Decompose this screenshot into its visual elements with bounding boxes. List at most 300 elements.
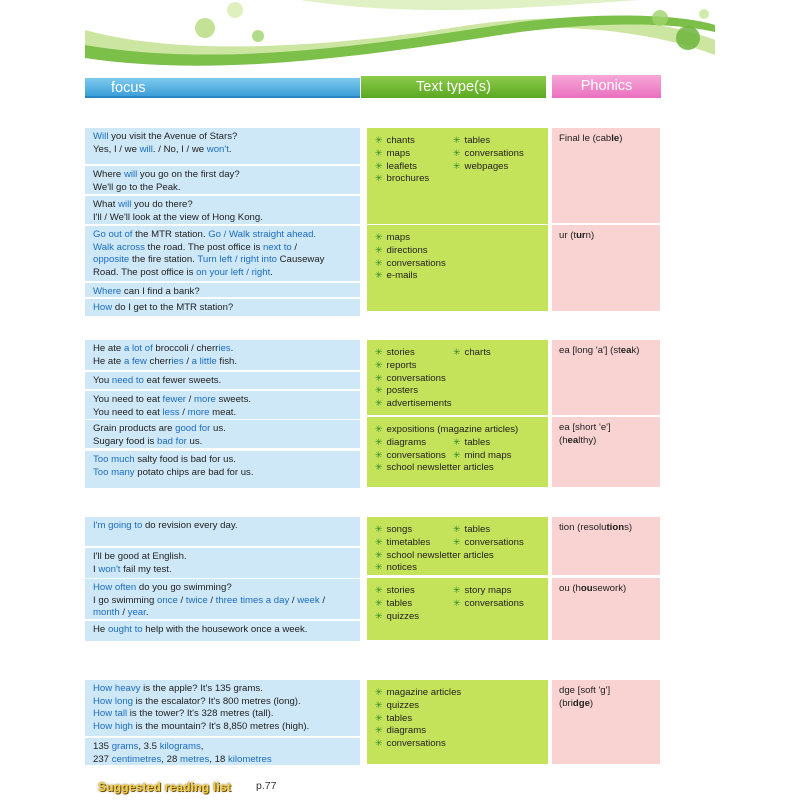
- focus-line: [93, 242, 352, 255]
- focus-line: [93, 144, 352, 157]
- text-type-item: [375, 423, 518, 437]
- key-phrase: Walk across: [93, 241, 145, 253]
- key-phrase: Too much: [93, 454, 135, 465]
- text-run: Sugary food is: [93, 435, 157, 447]
- focus-line: [93, 286, 352, 299]
- key-phrase: Too many: [93, 466, 135, 478]
- text-run: You need to eat: [93, 394, 163, 405]
- text-type-item: [375, 384, 418, 398]
- focus-line: [93, 607, 352, 620]
- text-type-item: [453, 436, 490, 450]
- text-run: us.: [186, 435, 203, 447]
- text-type-item: [375, 461, 494, 475]
- text-type-label: school newsletter articles: [386, 549, 494, 561]
- phonics-letters: ea: [620, 345, 632, 356]
- text-type-label: mind maps: [464, 449, 512, 461]
- text-run: lthy): [578, 434, 597, 446]
- bullet-star-icon: ✳: [375, 244, 383, 255]
- key-phrase: ies: [218, 343, 231, 354]
- bullet-star-icon: ✳: [375, 597, 383, 608]
- text-run: n): [585, 230, 595, 241]
- text-type-item: [375, 346, 415, 360]
- text-run: He: [93, 624, 108, 635]
- bullet-star-icon: ✳: [375, 347, 383, 357]
- text-run: /: [179, 406, 188, 418]
- text-run: /: [177, 594, 186, 606]
- text-run: can I find a bank?: [121, 286, 200, 297]
- focus-line: [93, 708, 352, 721]
- text-run: ea [short 'e']: [559, 422, 611, 433]
- text-run: k): [631, 345, 640, 356]
- focus-line: [93, 741, 352, 754]
- bullet-star-icon: ✳: [375, 424, 383, 434]
- text-type-item: [453, 584, 511, 598]
- text-run: dge [soft 'g']: [559, 685, 611, 696]
- text-type-item: [375, 686, 461, 700]
- bubble-icon: [195, 18, 215, 38]
- text-type-label: conversations: [464, 147, 524, 159]
- text-run: , 3.5: [138, 741, 160, 752]
- text-type-item: [375, 584, 415, 598]
- header-phonics: Phonics: [552, 75, 661, 98]
- text-type-label: magazine articles: [386, 687, 462, 698]
- text-type-item: [453, 449, 511, 463]
- text-type-item: [375, 737, 446, 751]
- text-run: fail my test.: [120, 563, 172, 575]
- bullet-star-icon: ✳: [375, 725, 383, 736]
- key-phrase: less: [162, 406, 180, 418]
- focus-line: [93, 551, 352, 564]
- text-run: I: [93, 563, 99, 575]
- text-run: ur (t: [559, 230, 577, 241]
- bubble-icon: [252, 30, 264, 42]
- key-phrase: Turn left / right into: [197, 254, 278, 265]
- key-phrase: How heavy: [93, 683, 141, 694]
- text-run: (bri: [559, 697, 573, 709]
- text-type-label: school newsletter articles: [386, 462, 494, 474]
- text-type-item: [453, 346, 491, 360]
- focus-line: [93, 169, 352, 182]
- text-run: /: [319, 594, 325, 606]
- text-run: is the apple? It's 135 grams.: [140, 683, 263, 694]
- focus-line: [93, 302, 352, 315]
- key-phrase: three times a day: [215, 594, 290, 606]
- text-run: I'll be good at English.: [93, 551, 187, 562]
- focus-block: [85, 680, 360, 736]
- page-reference: p.77: [256, 780, 277, 792]
- key-phrase: How tall: [93, 708, 128, 719]
- text-type-block: [367, 128, 548, 224]
- key-phrase: good for: [175, 423, 211, 434]
- text-run: Grain products are: [93, 423, 176, 434]
- text-type-label: conversations: [386, 738, 446, 750]
- text-run: .: [145, 607, 149, 618]
- focus-line: [93, 595, 352, 608]
- bullet-star-icon: ✳: [375, 449, 383, 460]
- key-phrase: bad for: [157, 435, 187, 447]
- text-run: you visit the Avenue of Stars?: [108, 131, 238, 142]
- bubble-icon: [227, 2, 243, 18]
- focus-line: [93, 199, 352, 212]
- bullet-star-icon: ✳: [453, 135, 461, 145]
- text-run: 237: [93, 753, 112, 765]
- key-phrase: won't: [206, 143, 229, 155]
- key-phrase: opposite: [93, 254, 130, 265]
- text-type-label: notices: [386, 562, 417, 574]
- text-run: You: [93, 375, 112, 386]
- text-run: /: [291, 241, 298, 253]
- text-type-block: [367, 225, 548, 311]
- text-run: is the escalator? It's 800 metres (long).: [133, 695, 301, 707]
- bullet-star-icon: ✳: [375, 524, 383, 534]
- focus-line: [93, 436, 352, 449]
- key-phrase: Go / Walk straight ahead.: [208, 229, 317, 240]
- text-run: cherr: [146, 355, 172, 367]
- text-type-label: charts: [464, 347, 491, 358]
- phonics-block: [552, 340, 660, 415]
- text-run: sweets.: [215, 394, 252, 405]
- key-phrase: a few: [123, 355, 147, 367]
- phonics-block: [552, 578, 660, 640]
- text-run: Where: [93, 169, 124, 180]
- text-run: .: [230, 343, 234, 354]
- key-phrase: year: [127, 607, 146, 618]
- bullet-star-icon: ✳: [375, 385, 383, 396]
- text-type-label: conversations: [386, 449, 446, 461]
- key-phrase: ought to: [107, 624, 143, 635]
- focus-line: [93, 394, 352, 407]
- bullet-star-icon: ✳: [453, 585, 461, 595]
- key-phrase: week: [297, 594, 320, 606]
- text-run: is the tower? It's 328 metres (tall).: [127, 708, 274, 719]
- phonics-letters: le: [611, 133, 620, 144]
- focus-block: [85, 391, 360, 419]
- key-phrase: will: [118, 199, 132, 210]
- phonics-block: [552, 680, 660, 764]
- key-phrase: Where: [93, 286, 122, 297]
- text-type-item: [375, 436, 426, 450]
- bullet-star-icon: ✳: [375, 687, 383, 697]
- text-type-label: chants: [386, 135, 415, 146]
- text-run: eat fewer sweets.: [143, 375, 222, 386]
- text-type-item: [375, 134, 415, 148]
- text-type-item: [453, 134, 490, 148]
- text-run: We'll go to the Peak.: [93, 181, 181, 193]
- focus-block: [85, 621, 360, 641]
- focus-line: [93, 356, 352, 369]
- text-run: I go swimming: [93, 594, 157, 606]
- text-run: do you go swimming?: [136, 582, 232, 593]
- text-type-item: [375, 160, 417, 174]
- bullet-star-icon: ✳: [375, 398, 383, 409]
- bullet-star-icon: ✳: [375, 610, 383, 621]
- key-phrase: need to: [111, 375, 144, 386]
- focus-line: [93, 683, 352, 696]
- bullet-star-icon: ✳: [375, 160, 383, 171]
- text-type-item: [375, 610, 419, 624]
- key-phrase: centimetres: [111, 753, 162, 765]
- focus-block: [85, 128, 360, 164]
- text-type-label: posters: [386, 385, 419, 397]
- text-type-item: [453, 523, 490, 537]
- text-type-item: [375, 561, 417, 575]
- text-type-item: [375, 597, 412, 611]
- key-phrase: How: [93, 302, 113, 313]
- text-run: us.: [210, 423, 226, 434]
- key-phrase: Go out of: [93, 229, 133, 240]
- text-run: Yes, I / we: [93, 143, 140, 155]
- header-focus: focus: [85, 78, 360, 98]
- focus-line: [93, 254, 352, 267]
- bullet-star-icon: ✳: [375, 232, 383, 242]
- text-type-item: [375, 449, 446, 463]
- text-type-item: [453, 147, 524, 161]
- bullet-star-icon: ✳: [375, 585, 383, 595]
- focus-line: [93, 564, 352, 577]
- key-phrase: on your left / right: [196, 266, 271, 278]
- text-type-item: [375, 172, 429, 186]
- text-type-item: [375, 536, 430, 550]
- focus-line: [93, 131, 352, 144]
- bullet-star-icon: ✳: [453, 597, 461, 608]
- key-phrase: Will: [93, 131, 109, 142]
- text-type-label: maps: [386, 147, 411, 159]
- text-type-label: expositions (magazine articles): [386, 424, 519, 435]
- bullet-star-icon: ✳: [375, 135, 383, 145]
- bullet-star-icon: ✳: [453, 160, 461, 171]
- focus-line: [93, 212, 352, 225]
- key-phrase: next to: [262, 241, 292, 253]
- text-run: /: [119, 607, 128, 618]
- text-run: the fire station.: [129, 254, 198, 265]
- text-run: .: [270, 266, 273, 278]
- text-run: ,: [200, 741, 204, 752]
- key-phrase: will: [123, 169, 138, 180]
- phonics-letters: dge: [572, 697, 590, 709]
- text-run: /: [207, 594, 216, 606]
- phonics-block: [552, 517, 660, 575]
- focus-block: [85, 451, 360, 488]
- text-type-item: [375, 397, 452, 411]
- key-phrase: kilograms: [159, 741, 201, 752]
- focus-block: [85, 299, 360, 316]
- key-phrase: will: [139, 143, 153, 155]
- bullet-star-icon: ✳: [375, 462, 383, 473]
- key-phrase: I'm going to: [93, 520, 143, 531]
- focus-block: [85, 548, 360, 578]
- focus-block: [85, 517, 360, 546]
- focus-block: [85, 340, 360, 370]
- focus-block: [85, 166, 360, 194]
- bullet-star-icon: ✳: [375, 536, 383, 547]
- bullet-star-icon: ✳: [375, 270, 383, 281]
- phonics-letters: ou: [580, 583, 593, 594]
- focus-block: [85, 420, 360, 448]
- text-type-item: [375, 244, 428, 258]
- bullet-star-icon: ✳: [375, 436, 383, 447]
- focus-line: [93, 343, 352, 356]
- text-run: tion (resolu: [559, 522, 607, 533]
- text-run: , 18: [209, 753, 228, 765]
- focus-line: [93, 624, 352, 637]
- text-run: . / No, I / we: [152, 143, 207, 155]
- focus-block: [85, 226, 360, 281]
- focus-block: [85, 283, 360, 297]
- focus-line: [93, 467, 352, 480]
- key-phrase: a lot of: [123, 343, 153, 354]
- header-decoration: [0, 0, 800, 75]
- text-type-item: [375, 372, 446, 386]
- bullet-star-icon: ✳: [375, 359, 383, 370]
- text-type-label: timetables: [386, 536, 431, 548]
- text-run: you go on the first day?: [137, 169, 240, 180]
- focus-block: [85, 196, 360, 224]
- bullet-star-icon: ✳: [375, 257, 383, 268]
- text-type-label: directions: [386, 244, 428, 256]
- text-run: He ate: [93, 343, 124, 354]
- text-type-item: [375, 269, 417, 283]
- bullet-star-icon: ✳: [453, 524, 461, 534]
- text-run: You need to eat: [93, 406, 163, 418]
- text-type-label: webpages: [464, 160, 509, 172]
- key-phrase: month: [93, 607, 120, 618]
- text-type-label: tables: [464, 436, 491, 448]
- text-type-item: [375, 699, 419, 713]
- text-run: ou (h: [559, 583, 581, 594]
- text-run: /: [186, 394, 194, 405]
- key-phrase: How often: [93, 582, 137, 593]
- text-type-label: reports: [386, 359, 417, 371]
- text-run: fish.: [216, 355, 237, 367]
- text-type-label: quizzes: [386, 699, 420, 711]
- focus-line: [93, 267, 352, 280]
- focus-line: [93, 182, 352, 195]
- text-type-item: [375, 359, 416, 373]
- key-phrase: won't: [98, 563, 121, 575]
- key-phrase: grams: [111, 741, 139, 752]
- phonics-letters: tion: [606, 522, 625, 533]
- text-type-label: tables: [386, 597, 413, 609]
- text-run: Final le (cab: [559, 133, 612, 144]
- focus-block: [85, 579, 360, 619]
- bullet-star-icon: ✳: [375, 549, 383, 560]
- focus-line: [93, 407, 352, 420]
- key-phrase: ies: [171, 355, 184, 367]
- text-type-item: [453, 597, 524, 611]
- bullet-star-icon: ✳: [453, 449, 461, 460]
- text-run: potato chips are bad for us.: [134, 466, 254, 478]
- key-phrase: a little: [191, 355, 217, 367]
- suggested-reading-list-title: Suggested reading list: [98, 780, 232, 794]
- focus-line: [93, 229, 352, 242]
- focus-line: [93, 375, 352, 388]
- text-type-label: maps: [386, 232, 411, 243]
- text-type-item: [375, 549, 494, 563]
- text-type-block: [367, 517, 548, 575]
- text-type-item: [375, 231, 410, 245]
- text-run: the MTR station.: [132, 229, 209, 240]
- focus-line: [93, 423, 352, 436]
- text-type-label: advertisements: [386, 398, 452, 410]
- text-type-label: tables: [464, 135, 491, 146]
- header-text-types: Text type(s): [361, 76, 546, 98]
- key-phrase: once: [156, 594, 178, 606]
- text-run: (h: [559, 434, 568, 446]
- text-type-label: conversations: [464, 597, 524, 609]
- text-run: ): [619, 133, 623, 144]
- text-run: s): [624, 522, 633, 533]
- text-run: I'll / We'll look at the view of Hong Kong.: [93, 211, 263, 223]
- text-type-item: [375, 147, 410, 161]
- bullet-star-icon: ✳: [453, 147, 461, 158]
- key-phrase: kilometres: [227, 753, 272, 765]
- text-run: do revision every day.: [142, 520, 238, 531]
- focus-line: [93, 520, 352, 533]
- text-run: /: [289, 594, 298, 606]
- text-run: ): [589, 697, 594, 709]
- text-type-block: [367, 340, 548, 415]
- bubble-icon: [676, 26, 700, 50]
- text-type-item: [453, 536, 524, 550]
- text-type-item: [375, 523, 412, 537]
- key-phrase: fewer: [162, 394, 186, 405]
- text-type-item: [375, 257, 446, 271]
- text-type-label: tables: [386, 712, 413, 724]
- key-phrase: How high: [93, 720, 133, 732]
- focus-line: [93, 754, 352, 767]
- phonics-block: [552, 128, 660, 223]
- focus-line: [93, 454, 352, 467]
- text-run: meat.: [209, 406, 237, 418]
- text-run: He ate: [93, 355, 124, 367]
- key-phrase: metres: [179, 753, 210, 765]
- text-type-block: [367, 417, 548, 487]
- bullet-star-icon: ✳: [375, 712, 383, 723]
- bubble-icon: [699, 9, 709, 19]
- text-type-label: diagrams: [386, 436, 427, 448]
- text-run: ea [long 'a'] (st: [559, 345, 621, 356]
- text-type-label: quizzes: [386, 610, 420, 622]
- focus-block: [85, 738, 360, 765]
- bullet-star-icon: ✳: [453, 436, 461, 447]
- text-type-block: [367, 680, 548, 764]
- focus-line: [93, 696, 352, 709]
- focus-block: [85, 372, 360, 389]
- text-type-item: [453, 160, 508, 174]
- text-run: .: [228, 143, 232, 155]
- focus-line: [93, 721, 352, 734]
- text-type-label: songs: [386, 524, 413, 535]
- bullet-star-icon: ✳: [375, 372, 383, 383]
- phonics-letters: ea: [567, 434, 579, 446]
- key-phrase: How long: [93, 695, 133, 707]
- text-type-label: brochures: [386, 173, 430, 185]
- bullet-star-icon: ✳: [375, 699, 383, 710]
- text-run: the road. The post office is: [144, 241, 263, 253]
- bubble-icon: [652, 10, 668, 26]
- text-type-item: [375, 724, 426, 738]
- text-run: , 28: [161, 753, 180, 765]
- text-run: Causeway: [277, 254, 325, 265]
- key-phrase: more: [194, 394, 216, 405]
- bullet-star-icon: ✳: [375, 738, 383, 749]
- bullet-star-icon: ✳: [453, 347, 461, 357]
- text-run: is the mountain? It's 8,850 metres (high).: [133, 720, 310, 732]
- text-run: do I get to the MTR station?: [112, 302, 234, 313]
- text-run: /: [183, 355, 192, 367]
- text-type-label: diagrams: [386, 725, 427, 737]
- text-run: 135: [93, 741, 112, 752]
